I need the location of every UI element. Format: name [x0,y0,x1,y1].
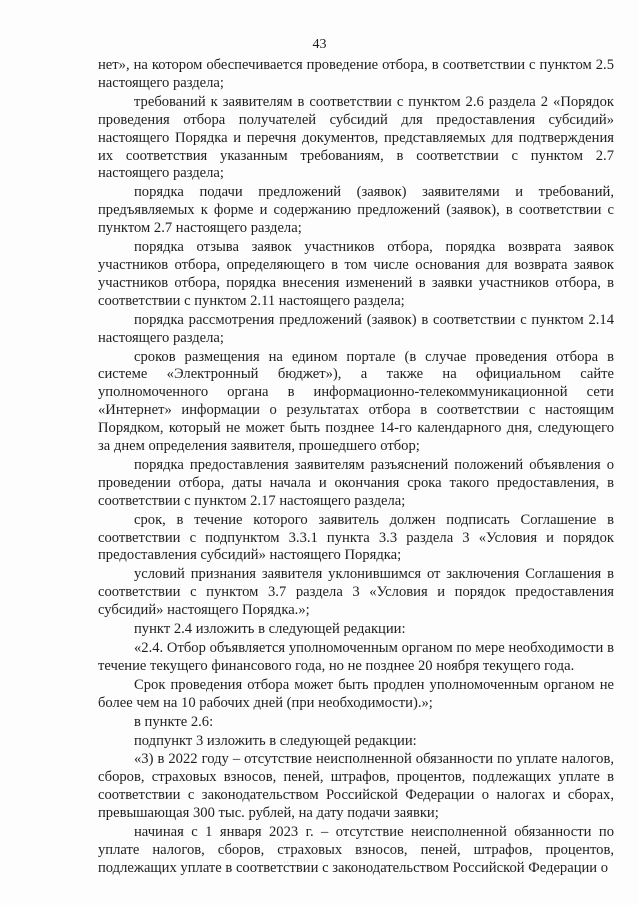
paragraph: начиная с 1 января 2023 г. – отсутствие неисполненной обязанности по уплате налогов, сборов, страховых взносов, пеней, штрафов, процентов, подлежащих уплате в соответствии с законодательством Российской Федерации о [98,824,614,876]
document-body [98,57,614,878]
page-number: 43 [312,37,327,52]
paragraph: «3) в 2022 году – отсутствие неисполненной обязанности по уплате налогов, сборов, страховых взносов, пеней, штрафов, процентов, подлежащих уплате в соответствии с законодательством Российской Федерации о налогах и сборах, превышающая 300 тыс. рублей, на дату подачи заявки; [98,751,614,822]
paragraph: Срок проведения отбора может быть продлен уполномоченным органом не более чем на 10 рабочих дней (при необходимости).»; [98,676,614,711]
paragraph: условий признания заявителя уклонившимся от заключения Соглашения в соответствии с пунктом 3.7 раздела 3 «Условия и порядок предоставления субсидий» настоящего Порядка.»; [98,566,614,619]
paragraph: порядка предоставления заявителям разъяснений положений объявления о проведении отбора, даты начала и окончания срока такого предоставления, в соответствии с пунктом 2.17 настоящего раздела; [98,456,614,509]
paragraph: требований к заявителям в соответствии с пунктом 2.6 раздела 2 «Порядок проведения отбора получателей субсидий для предоставления субсидий» настоящего Порядка и перечня документов, представляемых для подтверждения их соответствия указанным требованиям, в соответствии с пунктом 2.7 настоящего раздела; [98,93,614,182]
paragraph: порядка рассмотрения предложений (заявок) в соответствии с пунктом 2.14 настоящего раздела; [98,311,614,346]
paragraph: порядка отзыва заявок участников отбора, порядка возврата заявок участников отбора, определяющего в том числе основания для возврата заявок участников отбора, порядка внесения изменений в заявки участников отбора, в соответствии с пунктом 2.11 настоящего раздела; [98,239,614,309]
paragraph: сроков размещения на едином портале (в случае проведения отбора в системе «Электронный бюджет»), а также на официальном сайте уполномоченного органа в информационно-телекоммуникационной сети «Интернет» информации о результатах отбора в соответствии с настоящим Порядком, который не может быть позднее 14-го календарного дня, следующего за днем определения заявителя, прошедшего отбор; [98,348,614,455]
scan-artifact [282,859,330,865]
paragraph: срок, в течение которого заявитель должен подписать Соглашение в соответствии с подпунктом 3.3.1 пункта 3.3 раздела 3 «Условия и порядок предоставления субсидий» настоящего Порядка; [98,511,614,564]
paragraph: нет», на котором обеспечивается проведение отбора, в соответствии с пунктом 2.5 настоящего раздела; [98,57,614,91]
paragraph: «2.4. Отбор объявляется уполномоченным органом по мере необходимости в течение текущего финансового года, но не позднее 20 ноября текущего года. [98,640,614,674]
paragraph: пункт 2.4 изложить в следующей редакции: [134,621,406,638]
paragraph: подпункт 3 изложить в следующей редакции: [134,732,417,749]
paragraph: в пункте 2.6: [134,713,214,730]
paragraph: порядка подачи предложений (заявок) заявителями и требований, предъявляемых к форме и содержанию предложений (заявок), в соответствии с пунктом 2.7 настоящего раздела; [98,184,614,237]
